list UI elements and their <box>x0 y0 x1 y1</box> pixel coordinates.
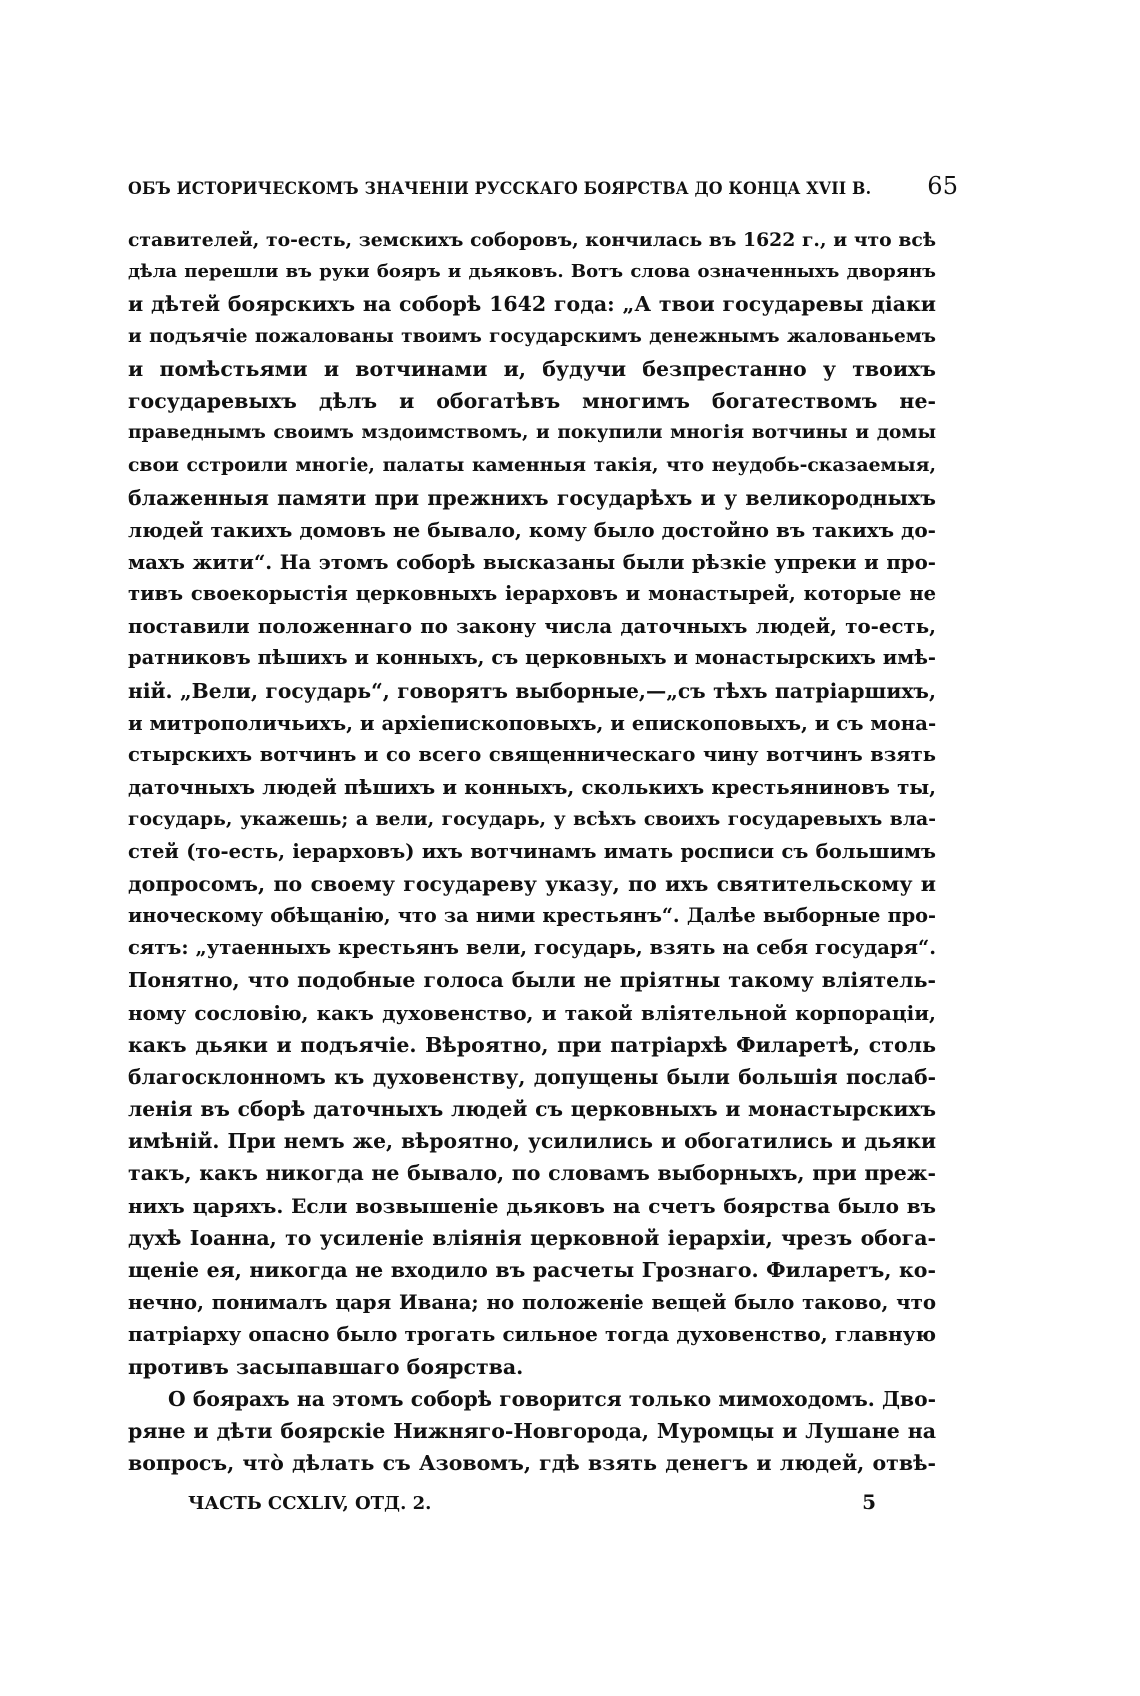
text-line: и помѣстьями и вотчинами и, будучи безпрестанно у твоихъ <box>128 356 936 381</box>
text-line: патріарху опасно было трогать сильное тогда духовенство, главную <box>128 1322 936 1347</box>
text-line: людей такихъ домовъ не бывало, кому было достойно въ такихъ до- <box>128 517 936 542</box>
running-title: ОБЪ ИСТОРИЧЕСКОМЪ ЗНАЧЕНІИ РУССКАГО БОЯРСТВА ДО КОНЦА XVII В. <box>128 179 872 199</box>
text-line: ставителей, то-есть, земскихъ соборовъ, кончилась въ 1622 г., и что всѣ <box>128 229 936 251</box>
text-line: государь, укажешь; а вели, государь, у всѣхъ своихъ государевыхъ вла- <box>128 808 936 831</box>
text-line: и митрополичьихъ, и архіепископовыхъ, и епископовыхъ, и съ мона- <box>128 710 936 735</box>
text-line: и дѣтей боярскихъ на соборѣ 1642 года: „А твои государевы діаки <box>128 292 936 317</box>
text-line: духѣ Іоанна, то усиленіе вліянія церковной іерархіи, чрезъ обога- <box>128 1225 936 1250</box>
text-line: имѣній. При немъ же, вѣроятно, усилились и обогатились и дьяки <box>128 1129 936 1154</box>
text-line: стырскихъ вотчинъ и со всего священническаго чину вотчинъ взять <box>128 743 936 766</box>
text-line: поставили положеннаго по закону числа даточныхъ людей, то-есть, <box>128 614 936 639</box>
text-line: нечно, понималъ царя Ивана; но положеніе вещей было таково, что <box>128 1290 936 1315</box>
text-line: такъ, какъ никогда не бывало, по словамъ выборныхъ, при преж- <box>128 1161 936 1186</box>
text-line: вопросъ, что̀ дѣлать съ Азовомъ, гдѣ взять денегъ и людей, отвѣ- <box>128 1451 936 1476</box>
text-line: благосклонномъ къ духовенству, допущены были большія послаб- <box>128 1064 936 1089</box>
text-line: нихъ царяхъ. Если возвышеніе дьяковъ на счетъ боярства было въ <box>128 1193 936 1218</box>
page-footer <box>188 1490 908 1524</box>
text-line: допросомъ, по своему государеву указу, по ихъ святительскому и <box>128 871 936 896</box>
text-line: тивъ своекорыстія церковныхъ іерарховъ и монастырей, которые не <box>128 582 936 606</box>
paragraph <box>128 224 936 1383</box>
text-line: дѣла перешли въ руки бояръ и дьяковъ. Вотъ слова означенныхъ дворянъ <box>128 261 936 283</box>
text-line: какъ дьяки и подъячіе. Вѣроятно, при патріархѣ Филаретѣ, столь <box>128 1032 936 1057</box>
text-line: сятъ: „утаенныхъ крестьянъ вели, государь, взять на себя государя“. <box>128 936 936 960</box>
signature-mark: ЧАСТЬ CCXLIV, ОТД. 2. <box>188 1493 432 1514</box>
text-line: махъ жити“. На этомъ соборѣ высказаны были рѣзкіе упреки и про- <box>128 549 936 574</box>
text-line: щеніе ея, никогда не входило въ расчеты Грознаго. Филаретъ, ко- <box>128 1258 936 1282</box>
body-text <box>128 224 936 1479</box>
text-line: иноческому обѣщанію, что за ними крестьянъ“. Далѣе выборные про- <box>128 903 936 927</box>
sheet-number: 5 <box>862 1490 876 1514</box>
text-line: ратниковъ пѣшихъ и конныхъ, съ церковныхъ и монастырскихъ имѣ- <box>128 646 936 670</box>
text-line: ному сословію, какъ духовенство, и такой вліятельной корпораціи, <box>128 1000 936 1025</box>
page-number: 65 <box>927 172 959 200</box>
running-head <box>128 172 959 206</box>
text-line: ленія въ сборѣ даточныхъ людей съ церковныхъ и монастырскихъ <box>128 1097 936 1122</box>
text-line: блаженныя памяти при прежнихъ государѣхъ и у великородныхъ <box>128 485 936 510</box>
text-line: свои сстроили многіе, палаты каменныя такія, что неудобь-сказаемыя, <box>128 454 936 477</box>
text-line: О боярахъ на этомъ соборѣ говорится только мимоходомъ. Дво- <box>168 1386 936 1411</box>
text-line: даточныхъ людей пѣшихъ и конныхъ, сколькихъ крестьяниновъ ты, <box>128 775 936 800</box>
paragraph <box>128 1383 936 1480</box>
text-line: Понятно, что подобные голоса были не пріятны такому вліятель- <box>128 968 936 993</box>
text-line: противъ засыпавшаго боярства. <box>128 1354 524 1379</box>
text-line: ній. „Вели, государь“, говорятъ выборные,—„съ тѣхъ патріаршихъ, <box>128 678 936 703</box>
text-line: стей (то-есть, іерарховъ) ихъ вотчинамъ имать росписи съ большимъ <box>128 839 936 863</box>
text-line: государевыхъ дѣлъ и обогатѣвъ многимъ богатествомъ не- <box>128 388 936 413</box>
text-line: ряне и дѣти боярскіе Нижняго-Новгорода, Муромцы и Лушане на <box>128 1418 936 1443</box>
text-line: и подъячіе пожалованы твоимъ государскимъ денежнымъ жалованьемъ <box>128 325 936 347</box>
text-line: праведнымъ своимъ мздоимствомъ, и покупили многія вотчины и домы <box>128 422 936 444</box>
